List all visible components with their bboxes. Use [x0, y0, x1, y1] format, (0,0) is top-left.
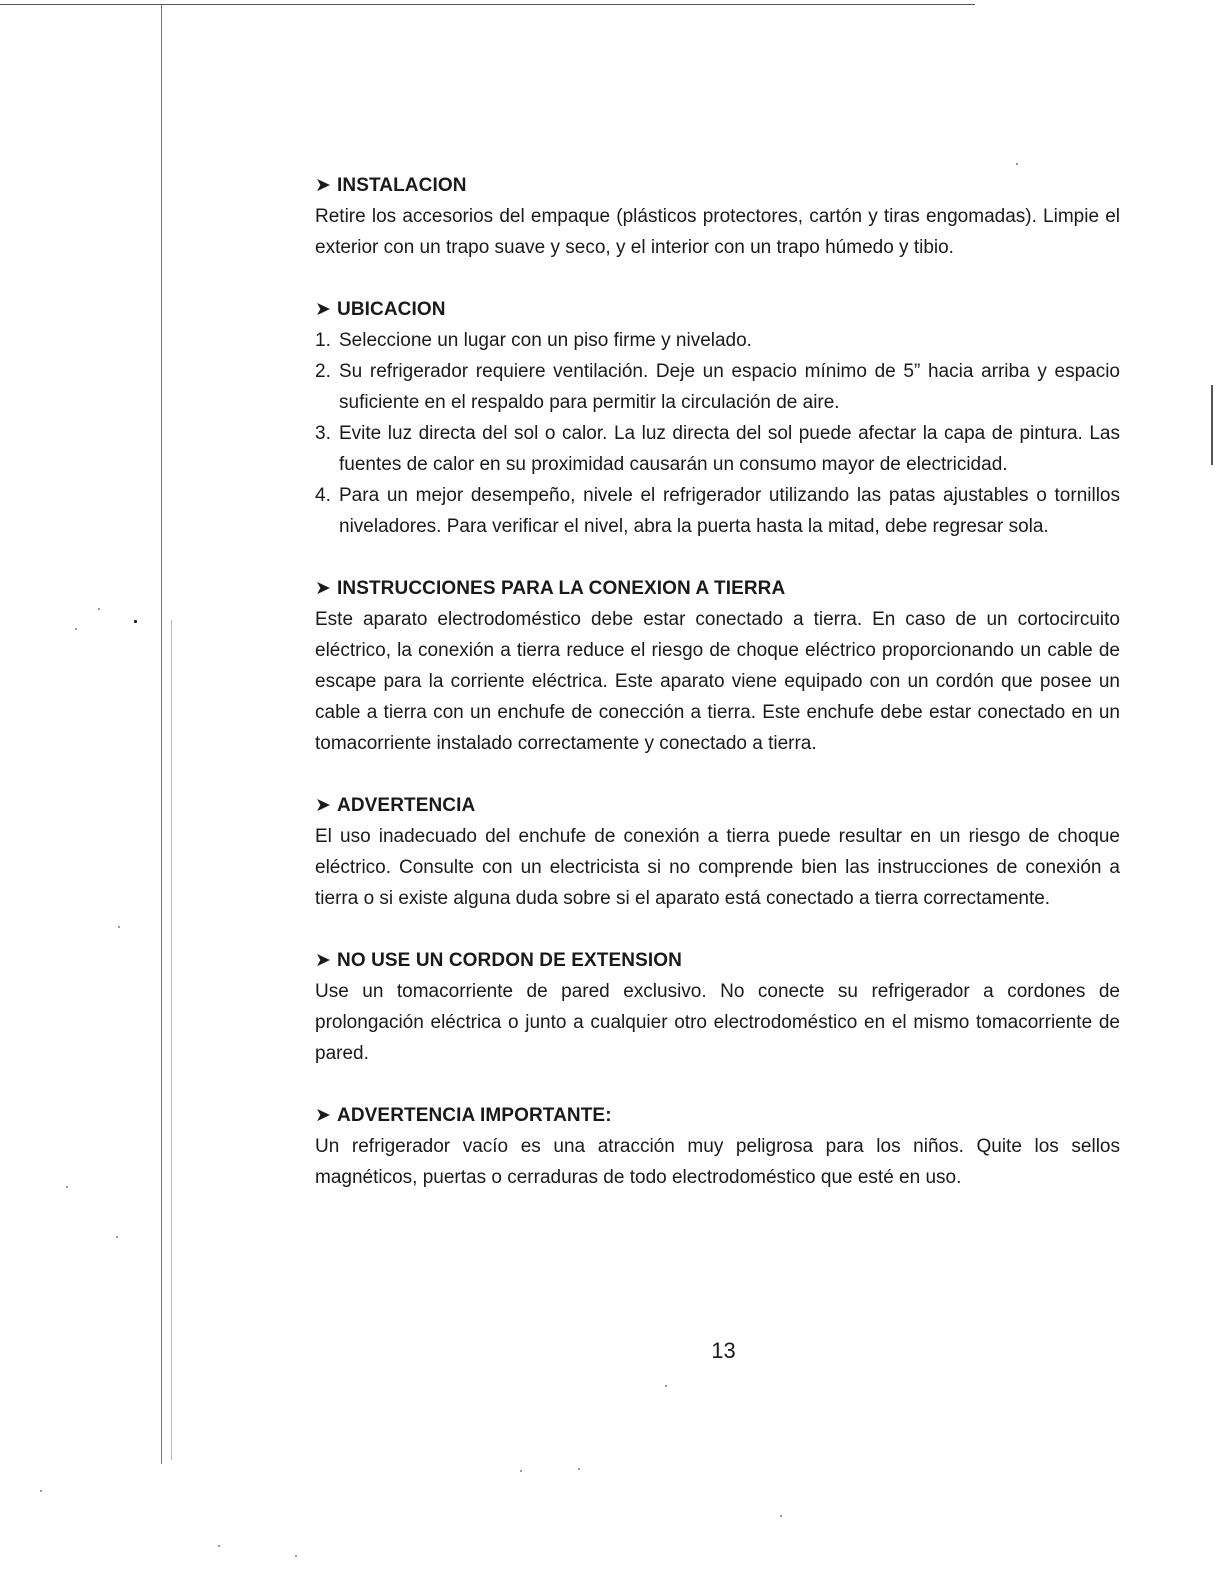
arrowhead-icon: ➤	[315, 950, 332, 971]
section-ubicacion	[315, 294, 1120, 542]
list-item-number: 4.	[315, 485, 331, 506]
scan-speck	[665, 1385, 667, 1387]
list-item	[315, 480, 1120, 542]
heading-text: INSTALACION	[337, 175, 467, 196]
list-item	[315, 356, 1120, 418]
section-heading	[315, 170, 1120, 201]
scan-top-border	[0, 4, 975, 5]
heading-text: NO USE UN CORDON DE EXTENSION	[337, 950, 682, 971]
list-item-number: 1.	[315, 330, 331, 351]
heading-text: ADVERTENCIA	[337, 795, 476, 816]
section-paragraph: Este aparato electrodoméstico debe estar conectado a tierra. En caso de un cortocircuito eléctrico, la conexión a tierra reduce el riesgo de choque eléctrico proporcionando un cable de escape para la corriente eléctrica. Este aparato viene equipado con un cordón que posee un cable a tierra con un enchufe de conección a tierra. Este enchufe debe estar conectado en un tomacorriente instalado correctamente y conectado a tierra.	[315, 609, 1120, 754]
arrowhead-icon: ➤	[315, 795, 332, 816]
section-paragraph: El uso inadecuado del enchufe de conexión a tierra puede resultar en un riesgo de choque eléctrico. Consulte con un electricista si no comprende bien las instrucciones de conexión a tierra o si existe alguna duda sobre si el aparato está conectado a tierra correctamente.	[315, 826, 1120, 909]
scan-speck	[40, 1490, 42, 1492]
document-body	[315, 170, 1120, 1193]
list-item-text: Para un mejor desempeño, nivele el refrigerador utilizando las patas ajustables o tornillos niveladores. Para verificar el nivel, abra la puerta hasta la mitad, debe regresar sola.	[339, 485, 1120, 537]
scan-speck	[520, 1470, 522, 1472]
scan-speck	[134, 620, 137, 623]
section-heading	[315, 294, 1120, 325]
section-heading	[315, 945, 1120, 976]
list-item	[315, 325, 1120, 356]
section-advertencia-importante	[315, 1100, 1120, 1193]
scan-left-binding-edge-2	[171, 620, 172, 1460]
list-item-text: Su refrigerador requiere ventilación. Deje un espacio mínimo de 5” hacia arriba y espacio suficiente en el respaldo para permitir la circulación de aire.	[339, 361, 1120, 413]
heading-text: ADVERTENCIA IMPORTANTE:	[337, 1105, 612, 1126]
list-item-number: 3.	[315, 423, 331, 444]
section-heading	[315, 573, 1120, 604]
scan-left-binding-edge	[161, 4, 162, 1464]
section-paragraph: Un refrigerador vacío es una atracción muy peligrosa para los niños. Quite los sellos magnéticos, puertas o cerraduras de todo electrodoméstico que esté en uso.	[315, 1136, 1120, 1188]
scan-speck	[295, 1555, 297, 1557]
section-paragraph: Use un tomacorriente de pared exclusivo. No conecte su refrigerador a cordones de prolongación eléctrica o junto a cualquier otro electrodoméstico en el mismo tomacorriente de pared.	[315, 981, 1120, 1064]
section-conexion-a-tierra	[315, 573, 1120, 759]
scan-right-edge-mark	[1211, 385, 1213, 465]
arrowhead-icon: ➤	[315, 299, 332, 320]
ubicacion-list	[315, 325, 1120, 542]
scan-speck	[1016, 163, 1018, 165]
heading-text: UBICACION	[337, 299, 446, 320]
list-item-text: Seleccione un lugar con un piso firme y nivelado.	[339, 330, 752, 351]
scan-speck	[780, 1515, 782, 1517]
scan-speck	[98, 608, 100, 610]
arrowhead-icon: ➤	[315, 175, 332, 196]
page-number: 13	[711, 1338, 736, 1363]
section-advertencia	[315, 790, 1120, 914]
list-item	[315, 418, 1120, 480]
arrowhead-icon: ➤	[315, 578, 332, 599]
scan-speck	[116, 1236, 118, 1238]
scan-speck	[578, 1468, 580, 1470]
arrowhead-icon: ➤	[315, 1105, 332, 1126]
section-heading	[315, 1100, 1120, 1131]
scan-speck	[218, 1545, 220, 1547]
heading-text: INSTRUCCIONES PARA LA CONEXION A TIERRA	[337, 578, 786, 599]
scan-speck	[118, 926, 120, 928]
list-item-text: Evite luz directa del sol o calor. La luz directa del sol puede afectar la capa de pintura. Las fuentes de calor en su proximidad causarán un consumo mayor de electricidad.	[339, 423, 1120, 475]
scan-speck	[66, 1186, 68, 1188]
section-paragraph: Retire los accesorios del empaque (plásticos protectores, cartón y tiras engomadas). Limpie el exterior con un trapo suave y seco, y el interior con un trapo húmedo y tibio.	[315, 206, 1120, 258]
section-heading	[315, 790, 1120, 821]
section-cordon-extension	[315, 945, 1120, 1069]
list-item-number: 2.	[315, 361, 331, 382]
section-instalacion	[315, 170, 1120, 263]
scan-speck	[75, 628, 77, 630]
